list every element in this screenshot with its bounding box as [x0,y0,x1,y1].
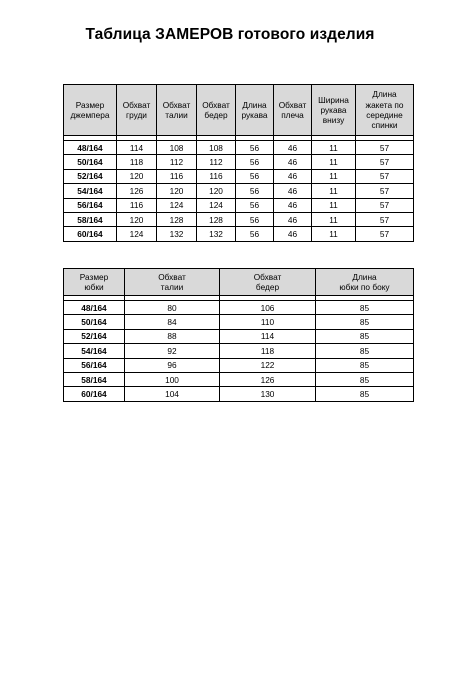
column-header-line: рукава [320,104,347,115]
value-cell: 46 [274,169,312,183]
value-cell: 120 [117,212,157,226]
size-cell: 54/164 [64,184,117,198]
size-cell: 58/164 [64,212,117,226]
value-cell: 120 [117,169,157,183]
value-cell: 11 [312,141,356,155]
table-row [64,141,414,155]
value-cell: 116 [117,198,157,212]
column-header-line: груди [126,110,147,120]
value-cell: 46 [274,155,312,169]
value-cell: 112 [197,155,236,169]
column-header-line: Обхват [158,271,186,282]
value-cell: 114 [117,141,157,155]
jumper-measurements-table [63,84,414,242]
size-cell: 50/164 [64,155,117,169]
value-cell: 120 [157,184,197,198]
column-header [220,269,316,296]
size-cell: 54/164 [64,344,125,358]
column-header-line: юбки по боку [339,282,390,292]
value-cell: 46 [274,198,312,212]
column-header [117,85,157,136]
value-cell: 85 [316,344,414,358]
value-cell: 57 [356,212,414,226]
column-header [312,85,356,136]
table-row [64,301,414,315]
column-header-line: спинки [371,120,398,131]
size-cell: 60/164 [64,227,117,241]
column-header-line: Размер [79,271,109,282]
value-cell: 57 [356,227,414,241]
column-header-line: Обхват [253,271,282,282]
value-cell: 11 [312,198,356,212]
value-cell: 57 [356,155,414,169]
table-row [64,372,414,386]
value-cell: 57 [356,141,414,155]
column-header-line: Обхват [202,99,230,110]
page-title: Таблица ЗАМЕРОВ готового изделия [85,26,375,43]
column-header-line: джемпера [70,110,110,120]
column-header [64,269,125,296]
column-header-line: Длина [352,271,377,282]
column-header-line: плеча [281,110,304,120]
value-cell: 80 [125,301,220,315]
value-cell: 96 [125,358,220,372]
table-row [64,155,414,169]
value-cell: 132 [197,227,236,241]
column-header-line: середине [366,110,403,120]
value-cell: 85 [316,358,414,372]
value-cell: 11 [312,169,356,183]
value-cell: 118 [117,155,157,169]
value-cell: 120 [197,184,236,198]
value-cell: 108 [157,141,197,155]
column-header-line: Обхват [122,99,151,110]
value-cell: 88 [125,329,220,343]
column-header [197,85,236,136]
value-cell: 122 [220,358,316,372]
column-header-line: внизу [322,115,345,126]
column-header-line: Обхват [162,99,191,110]
value-cell: 118 [220,344,316,358]
size-cell: 50/164 [64,315,125,329]
value-cell: 124 [157,198,197,212]
size-cell: 58/164 [64,372,125,386]
value-cell: 128 [197,212,236,226]
value-cell: 56 [236,155,274,169]
value-cell: 57 [356,184,414,198]
table-row [64,169,414,183]
value-cell: 126 [117,184,157,198]
value-cell: 46 [274,212,312,226]
column-header [356,85,414,136]
size-cell: 48/164 [64,141,117,155]
value-cell: 85 [316,315,414,329]
value-cell: 100 [125,372,220,386]
column-header [274,85,312,136]
value-cell: 116 [157,169,197,183]
value-cell: 46 [274,141,312,155]
value-cell: 56 [236,198,274,212]
column-header-line: талии [165,110,188,120]
value-cell: 57 [356,169,414,183]
value-cell: 85 [316,329,414,343]
column-header-line: жакета по [365,99,404,110]
table-row [64,184,414,198]
column-header-line: бедер [255,282,280,292]
column-header-line: Длина [242,99,267,110]
value-cell: 56 [236,141,274,155]
column-header [316,269,414,296]
size-cell: 52/164 [64,169,117,183]
column-header [125,269,220,296]
value-cell: 124 [117,227,157,241]
value-cell: 124 [197,198,236,212]
table-row [64,315,414,329]
skirt-measurements-table [63,268,414,402]
value-cell: 128 [157,212,197,226]
column-header [64,85,117,136]
value-cell: 11 [312,184,356,198]
column-header-line: Обхват [278,99,307,110]
value-cell: 56 [236,227,274,241]
value-cell: 46 [274,227,312,241]
value-cell: 114 [220,329,316,343]
value-cell: 56 [236,212,274,226]
table-row [64,387,414,401]
column-header-line: Ширина [318,94,349,105]
column-header [236,85,274,136]
value-cell: 11 [312,227,356,241]
value-cell: 110 [220,315,316,329]
column-header-line: рукава [241,110,268,120]
column-header-line: юбки [84,282,104,292]
value-cell: 104 [125,387,220,401]
value-cell: 116 [197,169,236,183]
value-cell: 46 [274,184,312,198]
value-cell: 84 [125,315,220,329]
table-row [64,344,414,358]
table-row [64,329,414,343]
column-header-line: бедер [204,110,228,120]
column-header [157,85,197,136]
column-header-line: талии [160,282,184,292]
column-header-line: Длина [372,89,397,100]
value-cell: 112 [157,155,197,169]
size-cell: 48/164 [64,301,125,315]
table-header-row [64,269,414,296]
value-cell: 56 [236,169,274,183]
value-cell: 85 [316,301,414,315]
value-cell: 56 [236,184,274,198]
value-cell: 92 [125,344,220,358]
table-row [64,198,414,212]
value-cell: 57 [356,198,414,212]
size-cell: 56/164 [64,198,117,212]
value-cell: 11 [312,212,356,226]
value-cell: 85 [316,387,414,401]
value-cell: 132 [157,227,197,241]
size-cell: 60/164 [64,387,125,401]
table-header-row [64,85,414,136]
table-row [64,358,414,372]
value-cell: 126 [220,372,316,386]
value-cell: 108 [197,141,236,155]
value-cell: 11 [312,155,356,169]
table-row [64,227,414,241]
size-cell: 56/164 [64,358,125,372]
value-cell: 130 [220,387,316,401]
size-cell: 52/164 [64,329,125,343]
value-cell: 106 [220,301,316,315]
table-row [64,212,414,226]
column-header-line: Размер [75,99,105,110]
value-cell: 85 [316,372,414,386]
